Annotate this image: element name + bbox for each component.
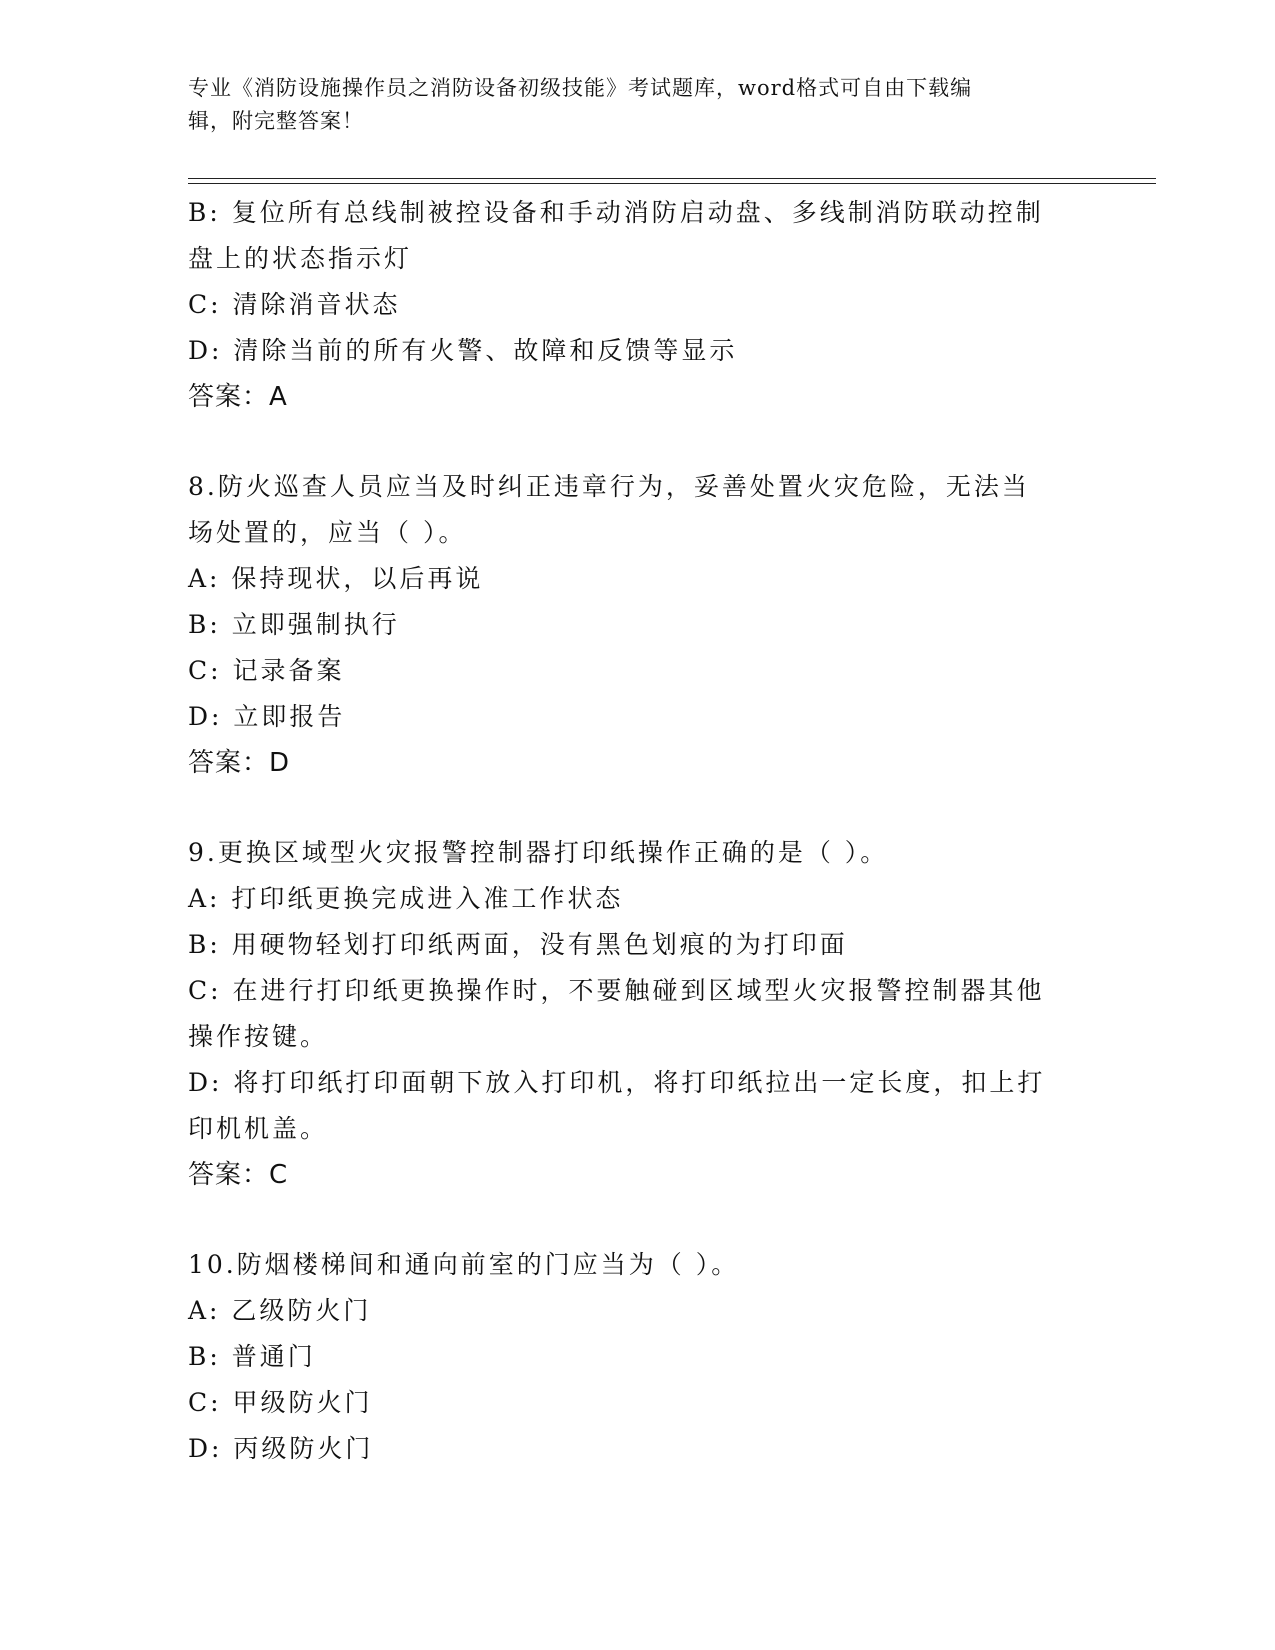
answer-label: 答案：A xyxy=(188,382,288,412)
question-stem-line-2: 场处置的，应当（ ）。 xyxy=(188,518,467,547)
header-divider-bottom xyxy=(188,183,1156,184)
header-line-2: 辑，附完整答案！ xyxy=(188,109,364,133)
option-d: D: 清除当前的所有火警、故障和反馈等显示 xyxy=(188,336,738,365)
option-b-line-1: B: 复位所有总线制被控设备和手动消防启动盘、多线制消防联动控制 xyxy=(188,198,1044,227)
option-a: A: 乙级防火门 xyxy=(188,1296,372,1325)
option-b: B: 普通门 xyxy=(188,1342,316,1371)
option-c: C: 记录备案 xyxy=(188,656,345,685)
header-divider-top xyxy=(188,178,1156,179)
spacer xyxy=(188,1198,1088,1242)
option-c-line-1: C: 在进行打印纸更换操作时，不要触碰到区域型火灾报警控制器其他 xyxy=(188,976,1045,1005)
question-stem: 10.防烟楼梯间和通向前室的门应当为（ ）。 xyxy=(188,1250,740,1279)
spacer xyxy=(188,786,1088,830)
question-list xyxy=(188,190,1088,1472)
question-stem: 9.更换区域型火灾报警控制器打印纸操作正确的是（ ）。 xyxy=(188,838,889,867)
option-d: D: 丙级防火门 xyxy=(188,1434,374,1463)
document-header xyxy=(188,72,1068,138)
answer-label: 答案：D xyxy=(188,748,291,778)
option-a: A: 保持现状，以后再说 xyxy=(188,564,484,593)
question-block-10 xyxy=(188,1242,1088,1472)
question-stem-line-1: 8.防火巡查人员应当及时纠正违章行为，妥善处置火灾危险，无法当 xyxy=(188,472,1030,501)
option-b: B: 用硬物轻划打印纸两面，没有黑色划痕的为打印面 xyxy=(188,930,848,959)
option-d: D: 立即报告 xyxy=(188,702,346,731)
option-c-line-2: 操作按键。 xyxy=(188,1022,329,1051)
option-d-line-1: D: 将打印纸打印面朝下放入打印机，将打印纸拉出一定长度，扣上打 xyxy=(188,1068,1046,1097)
option-c: C: 甲级防火门 xyxy=(188,1388,373,1417)
question-block-8 xyxy=(188,464,1088,786)
header-line-1: 专业《消防设施操作员之消防设备初级技能》考试题库，word格式可自由下载编 xyxy=(188,76,973,100)
option-b-line-2: 盘上的状态指示灯 xyxy=(188,244,413,273)
answer-label: 答案：C xyxy=(188,1160,289,1190)
question-block-9 xyxy=(188,830,1088,1198)
option-c: C: 清除消音状态 xyxy=(188,290,401,319)
option-b: B: 立即强制执行 xyxy=(188,610,400,639)
question-block-prev xyxy=(188,190,1088,420)
spacer xyxy=(188,420,1088,464)
option-d-line-2: 印机机盖。 xyxy=(188,1114,329,1143)
option-a: A: 打印纸更换完成进入准工作状态 xyxy=(188,884,624,913)
